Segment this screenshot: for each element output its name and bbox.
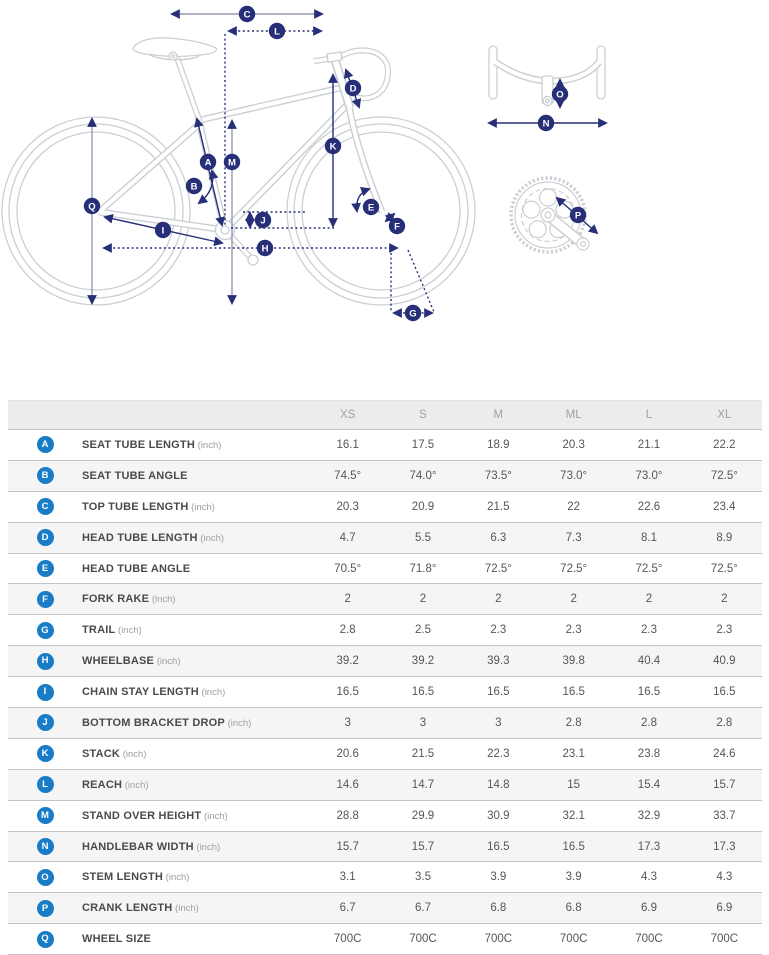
svg-text:O: O <box>556 89 564 101</box>
row-value: 15.7 <box>336 840 359 853</box>
row-value: 72.5° <box>710 469 738 482</box>
row-value: 39.2 <box>411 655 435 668</box>
row-label: CRANK LENGTH (inch) <box>82 902 199 915</box>
table-row <box>8 769 762 800</box>
table-row <box>8 460 762 491</box>
diagram-marker-Q <box>84 198 100 214</box>
row-value: 4.3 <box>716 871 733 884</box>
row-value: 2.8 <box>565 716 582 729</box>
row-value: 2 <box>495 593 502 606</box>
row-value: 3 <box>419 716 427 729</box>
row-value: 2 <box>419 593 427 606</box>
row-label: REACH (inch) <box>82 778 149 791</box>
row-value: 17.5 <box>411 438 435 451</box>
diagram-marker-D <box>345 80 361 96</box>
svg-text:Q: Q <box>88 201 96 213</box>
row-value: 23.8 <box>637 747 661 760</box>
row-label: HANDLEBAR WIDTH (inch) <box>82 840 221 853</box>
svg-text:J: J <box>260 215 266 227</box>
row-letter-badge: P <box>37 900 54 917</box>
diagram-marker-O <box>552 86 568 102</box>
row-unit: (inch) <box>154 656 181 668</box>
diagram-marker-A <box>200 154 216 170</box>
row-unit: (inch) <box>122 779 149 791</box>
row-value: 700C <box>635 933 663 946</box>
svg-text:M: M <box>228 157 236 169</box>
row-value: 71.8° <box>409 562 437 575</box>
row-letter-badge: K <box>37 745 54 762</box>
diagram-marker-F <box>389 218 405 234</box>
row-unit: (inch) <box>195 439 222 451</box>
row-value: 700C <box>333 933 362 946</box>
row-letter-badge-cell <box>8 622 82 639</box>
row-value: 15.4 <box>637 778 661 791</box>
table-row <box>8 676 762 707</box>
row-letter-badge: O <box>37 869 54 886</box>
row-unit: (inch) <box>198 687 226 699</box>
row-letter-badge: E <box>37 560 54 577</box>
row-value: 20.3 <box>336 500 359 513</box>
row-letter-badge: C <box>37 498 54 515</box>
table-row <box>8 831 762 862</box>
diagram-marker-J <box>255 212 271 228</box>
row-label: TRAIL (inch) <box>82 624 142 637</box>
row-value: 22.2 <box>713 438 736 451</box>
row-letter-badge-cell <box>8 931 82 948</box>
svg-text:I: I <box>161 225 165 237</box>
row-value: 20.6 <box>336 747 359 760</box>
row-letter-badge-cell <box>8 776 82 793</box>
row-value: 2 <box>570 593 577 606</box>
diagram-marker-K <box>325 138 341 154</box>
row-label: WHEEL SIZE <box>82 933 152 946</box>
row-letter-badge-cell <box>8 869 82 886</box>
row-label: STEM LENGTH (inch) <box>82 871 190 884</box>
diagram-marker-B <box>186 178 202 194</box>
row-letter-badge: L <box>37 776 54 793</box>
row-value: 21.5 <box>487 500 510 513</box>
row-letter-badge: Q <box>37 931 54 948</box>
svg-text:H: H <box>261 243 269 255</box>
row-value: 3.5 <box>414 871 431 884</box>
row-value: 2.3 <box>565 624 582 637</box>
svg-text:F: F <box>394 221 400 233</box>
row-value: 16.5 <box>336 686 359 699</box>
row-value: 8.9 <box>716 531 733 544</box>
row-letter-badge: H <box>37 653 54 670</box>
row-value: 40.9 <box>713 655 736 668</box>
row-letter-badge-cell <box>8 838 82 855</box>
row-value: 14.7 <box>411 778 435 791</box>
row-value: 16.5 <box>411 686 435 699</box>
row-value: 73.0° <box>560 469 588 482</box>
bike-side-view <box>2 38 475 305</box>
row-letter-badge: M <box>37 807 54 824</box>
table-row <box>8 892 762 923</box>
row-value: 17.3 <box>713 840 736 853</box>
size-column-header: S <box>419 409 427 421</box>
diagram-marker-M <box>224 154 240 170</box>
row-value: 39.2 <box>336 655 359 668</box>
geometry-table <box>8 400 762 955</box>
row-value: 39.8 <box>562 655 585 668</box>
row-value: 6.7 <box>339 902 356 915</box>
svg-text:E: E <box>367 202 375 214</box>
table-row <box>8 861 762 892</box>
size-column-header: M <box>493 409 504 421</box>
row-value: 16.5 <box>487 840 510 853</box>
row-value: 6.7 <box>414 902 431 915</box>
table-row <box>8 491 762 522</box>
row-letter-badge-cell <box>8 591 82 608</box>
svg-text:G: G <box>409 308 417 320</box>
row-unit: (inch) <box>115 625 142 637</box>
svg-text:C: C <box>243 9 251 21</box>
row-label: SEAT TUBE ANGLE <box>82 469 188 482</box>
row-value: 2 <box>344 593 351 606</box>
row-value: 72.5° <box>484 562 512 575</box>
row-value: 14.8 <box>487 778 510 791</box>
diagram-marker-L <box>269 23 285 39</box>
row-value: 72.5° <box>635 562 663 575</box>
row-letter-badge-cell <box>8 714 82 731</box>
row-unit: (inch) <box>120 748 147 760</box>
svg-text:P: P <box>574 210 582 222</box>
svg-text:A: A <box>204 157 212 169</box>
row-value: 22.6 <box>637 500 661 513</box>
row-value: 28.8 <box>336 809 359 822</box>
row-value: 5.5 <box>414 531 431 544</box>
row-value: 16.5 <box>713 686 736 699</box>
diagram-marker-E <box>363 199 379 215</box>
row-value: 7.3 <box>565 531 582 544</box>
row-label: TOP TUBE LENGTH (inch) <box>82 500 215 513</box>
row-value: 6.9 <box>716 902 733 915</box>
row-letter-badge-cell <box>8 653 82 670</box>
row-value: 23.4 <box>713 500 736 513</box>
dimension-lines-navy <box>105 70 606 243</box>
row-value: 4.7 <box>339 531 356 544</box>
row-letter-badge: G <box>37 622 54 639</box>
row-letter-badge: B <box>37 467 54 484</box>
row-value: 4.3 <box>640 871 657 884</box>
row-label: CHAIN STAY LENGTH (inch) <box>82 686 226 699</box>
row-value: 700C <box>559 933 588 946</box>
row-unit: (inch) <box>163 872 190 884</box>
table-row <box>8 738 762 769</box>
row-letter-badge: D <box>37 529 54 546</box>
row-value: 3.9 <box>565 871 582 884</box>
row-letter-badge-cell <box>8 745 82 762</box>
row-value: 72.5° <box>560 562 588 575</box>
row-label: STACK (inch) <box>82 747 147 760</box>
row-value: 3.1 <box>339 871 356 884</box>
row-value: 700C <box>409 933 437 946</box>
row-value: 16.5 <box>487 686 510 699</box>
table-row <box>8 923 762 954</box>
row-value: 20.9 <box>411 500 435 513</box>
row-unit: (inch) <box>224 717 252 729</box>
row-value: 39.3 <box>487 655 510 668</box>
row-value: 15.7 <box>411 840 435 853</box>
row-letter-badge-cell <box>8 560 82 577</box>
row-unit: (inch) <box>201 810 228 822</box>
row-label: HEAD TUBE LENGTH (inch) <box>82 531 225 544</box>
row-value: 32.1 <box>562 809 585 822</box>
row-value: 32.9 <box>637 809 661 822</box>
row-letter-badge: F <box>37 591 54 608</box>
row-value: 20.3 <box>562 438 585 451</box>
row-letter-badge: J <box>37 714 54 731</box>
row-value: 16.5 <box>562 840 585 853</box>
row-value: 2.3 <box>490 624 507 637</box>
svg-text:N: N <box>542 118 550 130</box>
size-column-header: XS <box>339 409 356 421</box>
row-value: 2.3 <box>716 624 733 637</box>
table-row <box>8 614 762 645</box>
row-value: 18.9 <box>487 438 510 451</box>
row-letter-badge-cell <box>8 807 82 824</box>
row-label: HEAD TUBE ANGLE <box>82 562 191 575</box>
row-letter-badge-cell <box>8 498 82 515</box>
row-unit: (inch) <box>172 903 199 915</box>
row-value: 24.6 <box>713 747 736 760</box>
table-row <box>8 522 762 553</box>
table-row <box>8 429 762 460</box>
diagram-marker-P <box>570 207 586 223</box>
row-value: 3 <box>495 716 502 729</box>
row-value: 17.3 <box>637 840 661 853</box>
row-label: STAND OVER HEIGHT (inch) <box>82 809 228 822</box>
row-value: 70.5° <box>334 562 362 575</box>
row-value: 73.0° <box>635 469 663 482</box>
row-value: 29.9 <box>411 809 435 822</box>
row-value: 6.8 <box>565 902 582 915</box>
diagram-marker-G <box>405 305 421 321</box>
row-value: 74.0° <box>409 469 437 482</box>
row-letter-badge-cell <box>8 900 82 917</box>
table-row <box>8 707 762 738</box>
row-letter-badge-cell <box>8 529 82 546</box>
row-letter-badge: A <box>37 436 54 453</box>
row-value: 16.1 <box>336 438 359 451</box>
row-value: 21.1 <box>637 438 661 451</box>
row-unit: (inch) <box>149 594 176 606</box>
diagram-marker-C <box>239 6 255 22</box>
table-row <box>8 583 762 614</box>
row-value: 14.6 <box>336 778 359 791</box>
table-header-row <box>8 400 762 429</box>
row-value: 2.8 <box>640 716 657 729</box>
row-value: 15 <box>567 778 581 791</box>
row-value: 3.9 <box>490 871 507 884</box>
size-column-header: ML <box>565 409 582 421</box>
row-value: 6.8 <box>490 902 507 915</box>
row-value: 2.8 <box>339 624 356 637</box>
row-unit: (inch) <box>188 501 215 513</box>
row-value: 22.3 <box>487 747 510 760</box>
row-value: 2.3 <box>640 624 657 637</box>
table-row <box>8 553 762 584</box>
row-letter-badge: N <box>37 838 54 855</box>
row-value: 16.5 <box>562 686 585 699</box>
bike-geometry-diagram <box>0 0 769 400</box>
diagram-marker-I <box>155 222 171 238</box>
row-label: SEAT TUBE LENGTH (inch) <box>82 438 222 451</box>
dimension-lines-dotted <box>104 31 434 313</box>
table-row <box>8 645 762 676</box>
svg-text:D: D <box>349 83 357 95</box>
row-value: 16.5 <box>637 686 661 699</box>
row-value: 21.5 <box>411 747 435 760</box>
row-value: 73.5° <box>484 469 512 482</box>
svg-text:B: B <box>190 181 198 193</box>
row-value: 8.1 <box>640 531 657 544</box>
row-value: 700C <box>710 933 739 946</box>
row-label: BOTTOM BRACKET DROP (inch) <box>82 716 252 729</box>
row-value: 40.4 <box>637 655 661 668</box>
row-value: 72.5° <box>710 562 738 575</box>
handlebar-top-view-icon <box>489 46 605 106</box>
row-label: FORK RAKE (inch) <box>82 593 176 606</box>
row-value: 700C <box>484 933 513 946</box>
row-value: 33.7 <box>713 809 736 822</box>
row-value: 6.9 <box>640 902 657 915</box>
diagram-marker-H <box>257 240 273 256</box>
row-value: 2.8 <box>716 716 733 729</box>
svg-text:K: K <box>329 141 337 153</box>
row-value: 2 <box>645 593 653 606</box>
row-value: 74.5° <box>334 469 362 482</box>
row-value: 3 <box>344 716 351 729</box>
size-column-header: XL <box>717 409 732 421</box>
row-letter-badge: I <box>37 684 54 701</box>
row-value: 15.7 <box>713 778 736 791</box>
size-column-header: L <box>645 409 653 421</box>
row-letter-badge-cell <box>8 467 82 484</box>
row-value: 22 <box>567 500 581 513</box>
row-value: 23.1 <box>562 747 585 760</box>
row-value: 30.9 <box>487 809 510 822</box>
table-row <box>8 800 762 831</box>
row-value: 2.5 <box>414 624 431 637</box>
diagram-marker-N <box>538 115 554 131</box>
row-value: 6.3 <box>490 531 507 544</box>
row-letter-badge-cell <box>8 684 82 701</box>
svg-text:L: L <box>274 26 280 38</box>
row-unit: (inch) <box>197 532 225 544</box>
row-value: 2 <box>721 593 728 606</box>
row-letter-badge-cell <box>8 436 82 453</box>
row-label: WHEELBASE (inch) <box>82 655 181 668</box>
row-unit: (inch) <box>193 841 221 853</box>
